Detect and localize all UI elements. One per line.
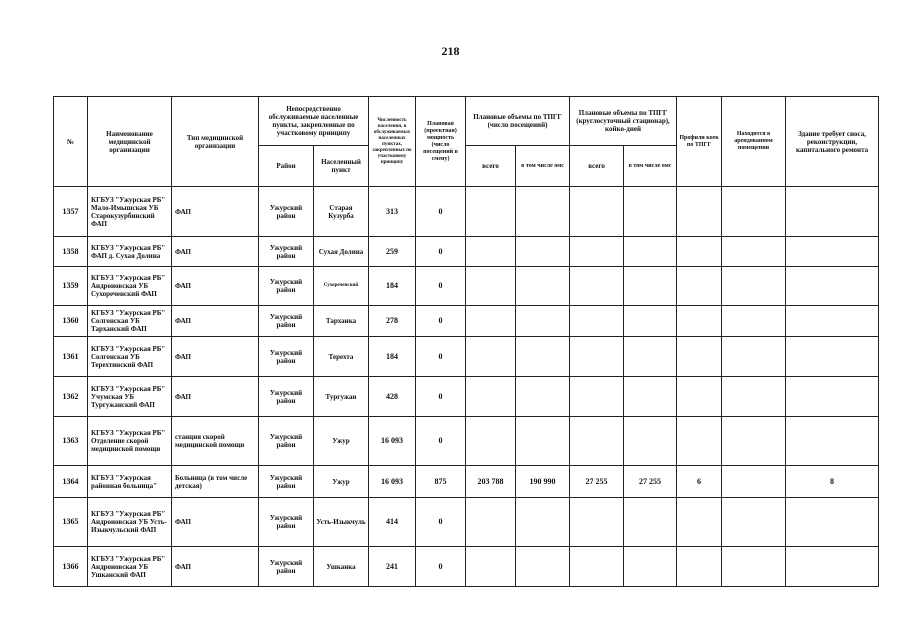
cell-visits-total: 203 788 [466,466,516,498]
header-beds-oms: в том числе омс [624,146,677,187]
header-org-type: Тип медицинской организации [172,97,259,187]
cell-profile [677,498,722,547]
table-row [54,498,879,547]
cell-no: 1361 [54,337,88,377]
cell-visits-total [466,187,516,237]
cell-rented [722,377,786,417]
table-row [54,547,879,587]
cell-beds-total [570,498,624,547]
table-row [54,417,879,466]
cell-visits-oms [516,267,570,306]
cell-settlement: Ужур [314,466,369,498]
cell-district: Ужурский район [259,337,314,377]
cell-no: 1358 [54,237,88,267]
cell-capacity: 0 [416,237,466,267]
cell-district: Ужурский район [259,377,314,417]
cell-population: 428 [369,377,416,417]
header-capacity: Плановая (проектная) мощность (число посещений в смену) [416,97,466,187]
cell-visits-oms [516,417,570,466]
cell-beds-total [570,267,624,306]
cell-type: ФАП [172,237,259,267]
cell-settlement: Тургужан [314,377,369,417]
header-visits-group: Плановые объемы по ТПГГ (число посещений) [466,97,570,146]
cell-profile [677,267,722,306]
cell-type: ФАП [172,377,259,417]
cell-rented [722,306,786,337]
cell-population: 16 093 [369,417,416,466]
cell-type: ФАП [172,306,259,337]
cell-visits-total [466,237,516,267]
cell-capacity: 875 [416,466,466,498]
cell-district: Ужурский район [259,498,314,547]
cell-visits-total [466,547,516,587]
cell-beds-oms [624,187,677,237]
cell-name: КГБУЗ "Ужурская РБ" Андроновская УБ Ушканский ФАП [88,547,172,587]
cell-name: КГБУЗ "Ужурская РБ" Мало-Имышская УБ Старокузурбинский ФАП [88,187,172,237]
cell-beds-oms: 27 255 [624,466,677,498]
cell-rented [722,417,786,466]
cell-population: 184 [369,337,416,377]
cell-name: КГБУЗ "Ужурская РБ" Солгонская УБ Тарханский ФАП [88,306,172,337]
header-district: Район [259,146,314,187]
header-building: Здание требует сноса, реконструкции, капитального ремонта [786,97,879,187]
cell-visits-total [466,337,516,377]
cell-population: 259 [369,237,416,267]
table-row [54,377,879,417]
cell-visits-total [466,377,516,417]
cell-beds-total [570,377,624,417]
cell-capacity: 0 [416,187,466,237]
cell-no: 1366 [54,547,88,587]
cell-no: 1360 [54,306,88,337]
cell-building [786,377,879,417]
header-visits-oms: в том числе омс [516,146,570,187]
cell-capacity: 0 [416,417,466,466]
cell-building [786,187,879,237]
cell-building [786,306,879,337]
cell-beds-total [570,187,624,237]
cell-capacity: 0 [416,337,466,377]
cell-name: КГБУЗ "Ужурская РБ" Отделение скорой медицинской помощи [88,417,172,466]
cell-type: станция скорой медицинской помощи [172,417,259,466]
cell-visits-total [466,417,516,466]
cell-settlement: Сухореченский [314,267,369,306]
cell-capacity: 0 [416,267,466,306]
cell-type: ФАП [172,187,259,237]
cell-visits-total [466,267,516,306]
cell-rented [722,187,786,237]
cell-building [786,237,879,267]
table-row [54,466,879,498]
cell-beds-total [570,337,624,377]
cell-population: 184 [369,267,416,306]
cell-building [786,267,879,306]
cell-visits-oms: 190 990 [516,466,570,498]
cell-settlement: Терехта [314,337,369,377]
cell-name: КГБУЗ "Ужурская РБ" Солгонская УБ Терехтинский ФАП [88,337,172,377]
cell-visits-total [466,306,516,337]
cell-no: 1359 [54,267,88,306]
table-row [54,337,879,377]
cell-district: Ужурский район [259,417,314,466]
cell-type: Больница (в том числе детская) [172,466,259,498]
cell-beds-oms [624,237,677,267]
cell-beds-oms [624,267,677,306]
cell-profile [677,547,722,587]
cell-district: Ужурский район [259,466,314,498]
cell-type: ФАП [172,337,259,377]
cell-rented [722,547,786,587]
cell-district: Ужурский район [259,306,314,337]
cell-beds-oms [624,417,677,466]
header-population: Численность населения, в обслуживаемых населенных пунктах, закрепленных по участковому принципу [369,97,416,187]
cell-rented [722,466,786,498]
cell-beds-oms [624,547,677,587]
cell-visits-oms [516,187,570,237]
cell-profile: 6 [677,466,722,498]
header-served-group: Непосредственно обслуживаемые населенные пункты, закрепленные по участковому принципу [259,97,369,146]
cell-beds-total: 27 255 [570,466,624,498]
cell-no: 1363 [54,417,88,466]
cell-beds-total [570,417,624,466]
cell-no: 1362 [54,377,88,417]
cell-capacity: 0 [416,498,466,547]
table-row [54,267,879,306]
cell-rented [722,237,786,267]
cell-visits-oms [516,306,570,337]
page-number: 218 [441,44,460,58]
facilities-table [53,96,879,587]
cell-settlement: Ушканка [314,547,369,587]
cell-population: 278 [369,306,416,337]
cell-visits-oms [516,547,570,587]
cell-profile [677,306,722,337]
cell-profile [677,237,722,267]
cell-building [786,417,879,466]
table-body [54,187,879,587]
header-visits-total: всего [466,146,516,187]
cell-no: 1357 [54,187,88,237]
cell-rented [722,267,786,306]
cell-building [786,498,879,547]
cell-visits-oms [516,337,570,377]
cell-beds-oms [624,337,677,377]
cell-profile [677,377,722,417]
cell-visits-oms [516,237,570,267]
cell-building: 8 [786,466,879,498]
cell-district: Ужурский район [259,187,314,237]
cell-settlement: Усть-Изыкчуль [314,498,369,547]
table-row [54,306,879,337]
cell-type: ФАП [172,267,259,306]
cell-no: 1364 [54,466,88,498]
cell-visits-oms [516,377,570,417]
cell-beds-total [570,306,624,337]
facilities-table-wrap [53,96,879,587]
table-row [54,187,879,237]
cell-population: 313 [369,187,416,237]
cell-name: КГБУЗ "Ужурская районная больница" [88,466,172,498]
cell-building [786,547,879,587]
cell-settlement: Сухая Долина [314,237,369,267]
cell-visits-oms [516,498,570,547]
cell-name: КГБУЗ "Ужурская РБ" ФАП д. Сухая Долина [88,237,172,267]
cell-profile [677,417,722,466]
header-org-name: Наименование медицинской организации [88,97,172,187]
cell-profile [677,337,722,377]
cell-type: ФАП [172,498,259,547]
cell-type: ФАП [172,547,259,587]
table-row [54,237,879,267]
cell-no: 1365 [54,498,88,547]
cell-capacity: 0 [416,377,466,417]
header-profile-beds: Профили коек по ТПГГ [677,97,722,187]
cell-district: Ужурский район [259,237,314,267]
cell-beds-oms [624,377,677,417]
cell-settlement: Тарханка [314,306,369,337]
cell-beds-oms [624,498,677,547]
cell-population: 414 [369,498,416,547]
header-rented: Находится в арендованном помещении [722,97,786,187]
cell-profile [677,187,722,237]
cell-name: КГБУЗ "Ужурская РБ" Учумская УБ Тургужанский ФАП [88,377,172,417]
cell-rented [722,498,786,547]
cell-rented [722,337,786,377]
cell-beds-total [570,237,624,267]
cell-capacity: 0 [416,306,466,337]
header-beds-total: всего [570,146,624,187]
cell-settlement: Старая Кузурба [314,187,369,237]
cell-capacity: 0 [416,547,466,587]
header-no: № [54,97,88,187]
cell-population: 16 093 [369,466,416,498]
header-row-1 [54,97,879,146]
cell-beds-oms [624,306,677,337]
header-beds-group: Плановые объемы по ТПГГ (круглосуточный стационар), койко-дней [570,97,677,146]
cell-beds-total [570,547,624,587]
cell-visits-total [466,498,516,547]
cell-district: Ужурский район [259,267,314,306]
cell-district: Ужурский район [259,547,314,587]
cell-building [786,337,879,377]
cell-population: 241 [369,547,416,587]
header-settlement: Населенный пункт [314,146,369,187]
cell-name: КГБУЗ "Ужурская РБ" Андроновская УБ Сухореченский ФАП [88,267,172,306]
cell-name: КГБУЗ "Ужурская РБ" Андроновская УБ Усть-Изыкчульский ФАП [88,498,172,547]
cell-settlement: Ужур [314,417,369,466]
